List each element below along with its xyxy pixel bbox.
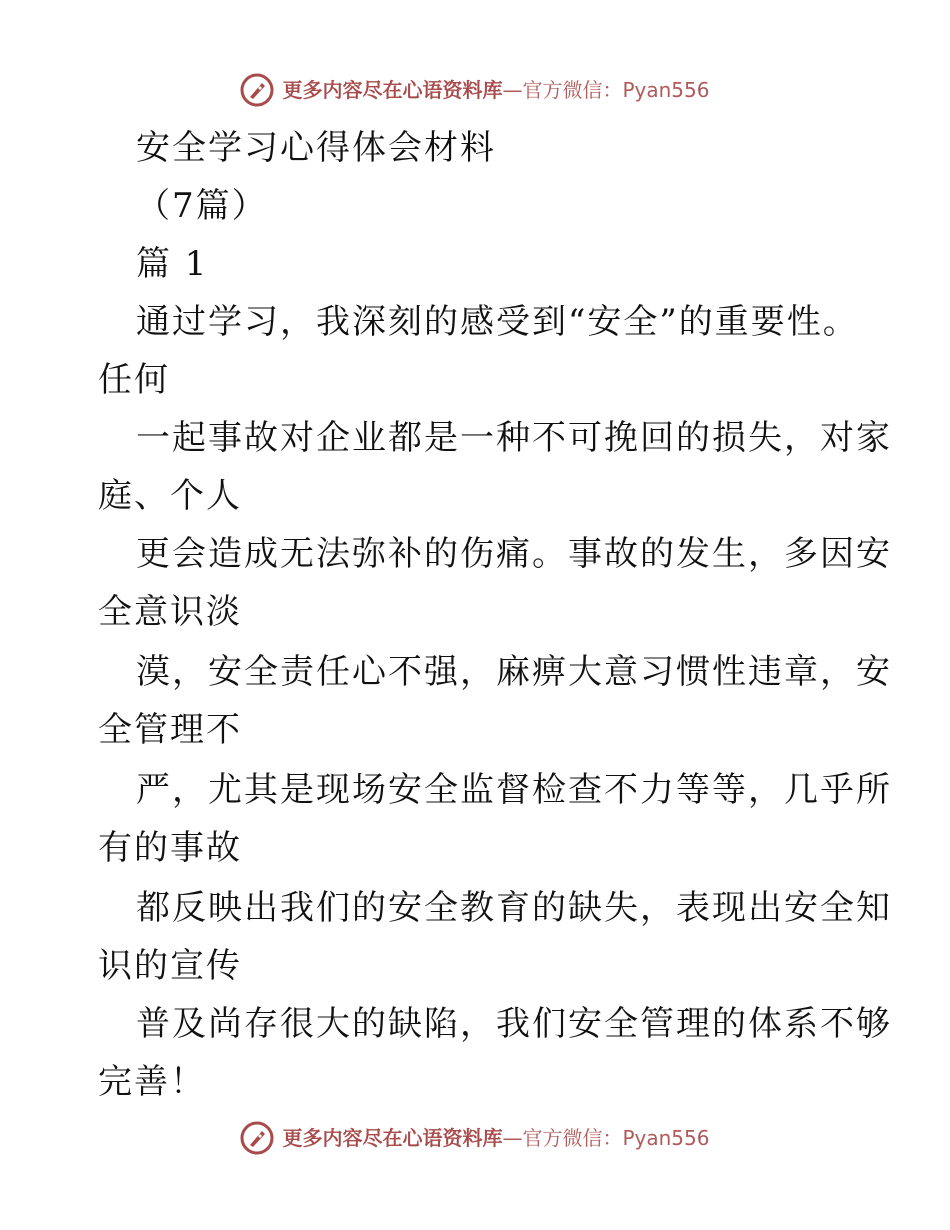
banner-dash: —: [502, 1126, 523, 1150]
paragraph-line: 通过学习，我深刻的感受到“安全”的重要性。: [136, 302, 859, 342]
paragraph-line: 普及尚存很大的缺陷，我们安全管理的体系不够: [136, 1004, 892, 1044]
pen-nib-logo-icon: [240, 1121, 274, 1155]
footer-banner: [0, 1118, 950, 1158]
paragraph-line: 严，尤其是现场安全监督检查不力等等，几乎所: [136, 770, 892, 810]
paragraph-line: 都反映出我们的安全教育的缺失，表现出安全知: [136, 888, 892, 928]
paragraph-line: 一起事故对企业都是一种不可挽回的损失，对家: [136, 418, 892, 458]
banner-site-text: 更多内容尽在心语资料库: [282, 1126, 503, 1150]
header-banner-text: [282, 70, 709, 110]
paragraph-line: 任何: [98, 360, 170, 400]
header-banner: [0, 70, 950, 110]
paragraph-line: 更会造成无法弥补的伤痛。事故的发生，多因安: [136, 534, 892, 574]
banner-wechat-text: 官方微信：Pyan556: [522, 1126, 710, 1150]
paragraph-line: 识的宣传: [98, 946, 242, 986]
paragraph-line: 漠，安全责任心不强，麻痹大意习惯性违章，安: [136, 652, 892, 692]
banner-dash: —: [502, 78, 523, 102]
section-heading: 篇 1: [136, 244, 209, 284]
document-subtitle: （7篇）: [136, 186, 268, 226]
banner-wechat-text: 官方微信：Pyan556: [522, 78, 710, 102]
paragraph-line: 庭、个人: [98, 476, 242, 516]
paragraph-line: 有的事故: [98, 828, 242, 868]
paragraph-line: 全管理不: [98, 710, 242, 750]
document-title: 安全学习心得体会材料: [136, 128, 496, 168]
paragraph-line: 完善！: [98, 1062, 206, 1102]
paragraph-line: 全意识淡: [98, 592, 242, 632]
pen-nib-logo-icon: [240, 73, 274, 107]
banner-site-text: 更多内容尽在心语资料库: [282, 78, 503, 102]
footer-banner-text: [282, 1118, 709, 1158]
